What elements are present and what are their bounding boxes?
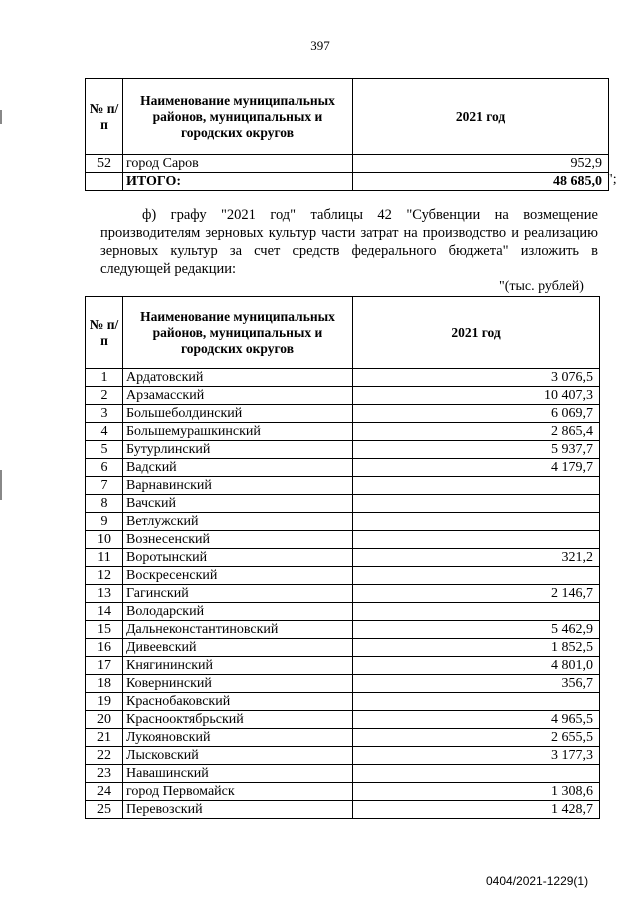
row-number: 11	[86, 549, 123, 567]
row-name: Вадский	[123, 459, 353, 477]
table-row	[86, 675, 600, 693]
row-value: 5 462,9	[353, 621, 600, 639]
total-value: 48 685,0	[353, 173, 609, 191]
row-number: 8	[86, 495, 123, 513]
row-name: Перевозский	[123, 801, 353, 819]
row-name: Ковернинский	[123, 675, 353, 693]
row-name: Ардатовский	[123, 369, 353, 387]
table-row	[86, 801, 600, 819]
row-value	[353, 693, 600, 711]
table-row	[86, 765, 600, 783]
closing-quote: ";	[607, 172, 617, 187]
row-name: Дальнеконстантиновский	[123, 621, 353, 639]
row-name: Варнавинский	[123, 477, 353, 495]
row-number: 7	[86, 477, 123, 495]
row-value: 10 407,3	[353, 387, 600, 405]
row-number	[86, 173, 123, 191]
table-row	[86, 729, 600, 747]
row-number: 25	[86, 801, 123, 819]
row-number: 13	[86, 585, 123, 603]
table-row	[86, 369, 600, 387]
row-value: 4 179,7	[353, 459, 600, 477]
row-value: 356,7	[353, 675, 600, 693]
table-row	[86, 639, 600, 657]
table-row	[86, 155, 609, 173]
row-name: Краснобаковский	[123, 693, 353, 711]
header-year: 2021 год	[353, 297, 600, 369]
row-number: 1	[86, 369, 123, 387]
table-row	[86, 621, 600, 639]
row-value: 4 965,5	[353, 711, 600, 729]
row-value: 2 865,4	[353, 423, 600, 441]
header-num: № п/п	[86, 79, 123, 155]
row-name: Дивеевский	[123, 639, 353, 657]
scan-edge-mark	[0, 470, 2, 500]
row-name: Воротынский	[123, 549, 353, 567]
row-name: Большеболдинский	[123, 405, 353, 423]
page-number: 397	[310, 38, 330, 53]
row-value: 1 852,5	[353, 639, 600, 657]
table-row	[86, 387, 600, 405]
table-row	[86, 603, 600, 621]
row-value: 1 308,6	[353, 783, 600, 801]
row-name: Гагинский	[123, 585, 353, 603]
row-number: 14	[86, 603, 123, 621]
row-name: город Первомайск	[123, 783, 353, 801]
row-name: Лукояновский	[123, 729, 353, 747]
row-name: Навашинский	[123, 765, 353, 783]
table-top	[85, 78, 609, 191]
row-number: 18	[86, 675, 123, 693]
row-value	[353, 477, 600, 495]
header-num: № п/п	[86, 297, 123, 369]
row-number: 23	[86, 765, 123, 783]
units-label: "(тыс. рублей)	[499, 279, 584, 294]
row-value	[353, 495, 600, 513]
row-name: Краснооктябрьский	[123, 711, 353, 729]
table-row	[86, 477, 600, 495]
row-number: 20	[86, 711, 123, 729]
row-number: 4	[86, 423, 123, 441]
row-value: 321,2	[353, 549, 600, 567]
row-number: 15	[86, 621, 123, 639]
row-value: 952,9	[353, 155, 609, 173]
scan-edge-mark	[0, 110, 2, 124]
header-name: Наименование муниципальных районов, муниципальных и городских округов	[123, 297, 353, 369]
total-label: ИТОГО:	[123, 173, 353, 191]
row-number: 19	[86, 693, 123, 711]
row-value: 3 076,5	[353, 369, 600, 387]
row-value: 1 428,7	[353, 801, 600, 819]
row-value: 5 937,7	[353, 441, 600, 459]
row-value: 4 801,0	[353, 657, 600, 675]
row-value: 2 655,5	[353, 729, 600, 747]
table-row	[86, 693, 600, 711]
row-number: 22	[86, 747, 123, 765]
header-year: 2021 год	[353, 79, 609, 155]
header-name: Наименование муниципальных районов, муниципальных и городских округов	[123, 79, 353, 155]
row-number: 5	[86, 441, 123, 459]
row-name: Бутурлинский	[123, 441, 353, 459]
row-number: 52	[86, 155, 123, 173]
table-row	[86, 567, 600, 585]
table-row	[86, 405, 600, 423]
row-number: 21	[86, 729, 123, 747]
table-row	[86, 747, 600, 765]
row-number: 12	[86, 567, 123, 585]
table-main	[85, 296, 600, 819]
row-name: Ветлужский	[123, 513, 353, 531]
row-value	[353, 603, 600, 621]
row-number: 6	[86, 459, 123, 477]
row-value	[353, 567, 600, 585]
row-name: Княгининский	[123, 657, 353, 675]
row-name: Арзамасский	[123, 387, 353, 405]
table-row	[86, 783, 600, 801]
table-row	[86, 549, 600, 567]
row-value: 2 146,7	[353, 585, 600, 603]
table-row	[86, 423, 600, 441]
row-value: 3 177,3	[353, 747, 600, 765]
table-row	[86, 513, 600, 531]
row-name: Большемурашкинский	[123, 423, 353, 441]
table-row	[86, 657, 600, 675]
row-number: 24	[86, 783, 123, 801]
row-number: 9	[86, 513, 123, 531]
amendment-paragraph	[100, 206, 598, 278]
row-value: 6 069,7	[353, 405, 600, 423]
table-row	[86, 495, 600, 513]
row-value	[353, 765, 600, 783]
row-number: 3	[86, 405, 123, 423]
table-row	[86, 441, 600, 459]
table-row	[86, 531, 600, 549]
row-number: 17	[86, 657, 123, 675]
row-name: Вачский	[123, 495, 353, 513]
document-code: 0404/2021-1229(1)	[486, 874, 589, 888]
row-number: 16	[86, 639, 123, 657]
row-value	[353, 531, 600, 549]
row-number: 10	[86, 531, 123, 549]
table-row	[86, 173, 609, 191]
row-value	[353, 513, 600, 531]
row-number: 2	[86, 387, 123, 405]
row-name: Воскресенский	[123, 567, 353, 585]
row-name: Лысковский	[123, 747, 353, 765]
row-name: город Саров	[123, 155, 353, 173]
row-name: Володарский	[123, 603, 353, 621]
table-row	[86, 585, 600, 603]
amendment-text: ф) графу "2021 год" таблицы 42 "Субвенции на возмещение производителям зерновых культур части затрат на производство и реализацию зерновых культур за счет средств федерального бюджета" изложить в следующей редакции:	[100, 207, 598, 277]
table-row	[86, 459, 600, 477]
table-row	[86, 711, 600, 729]
row-name: Вознесенский	[123, 531, 353, 549]
